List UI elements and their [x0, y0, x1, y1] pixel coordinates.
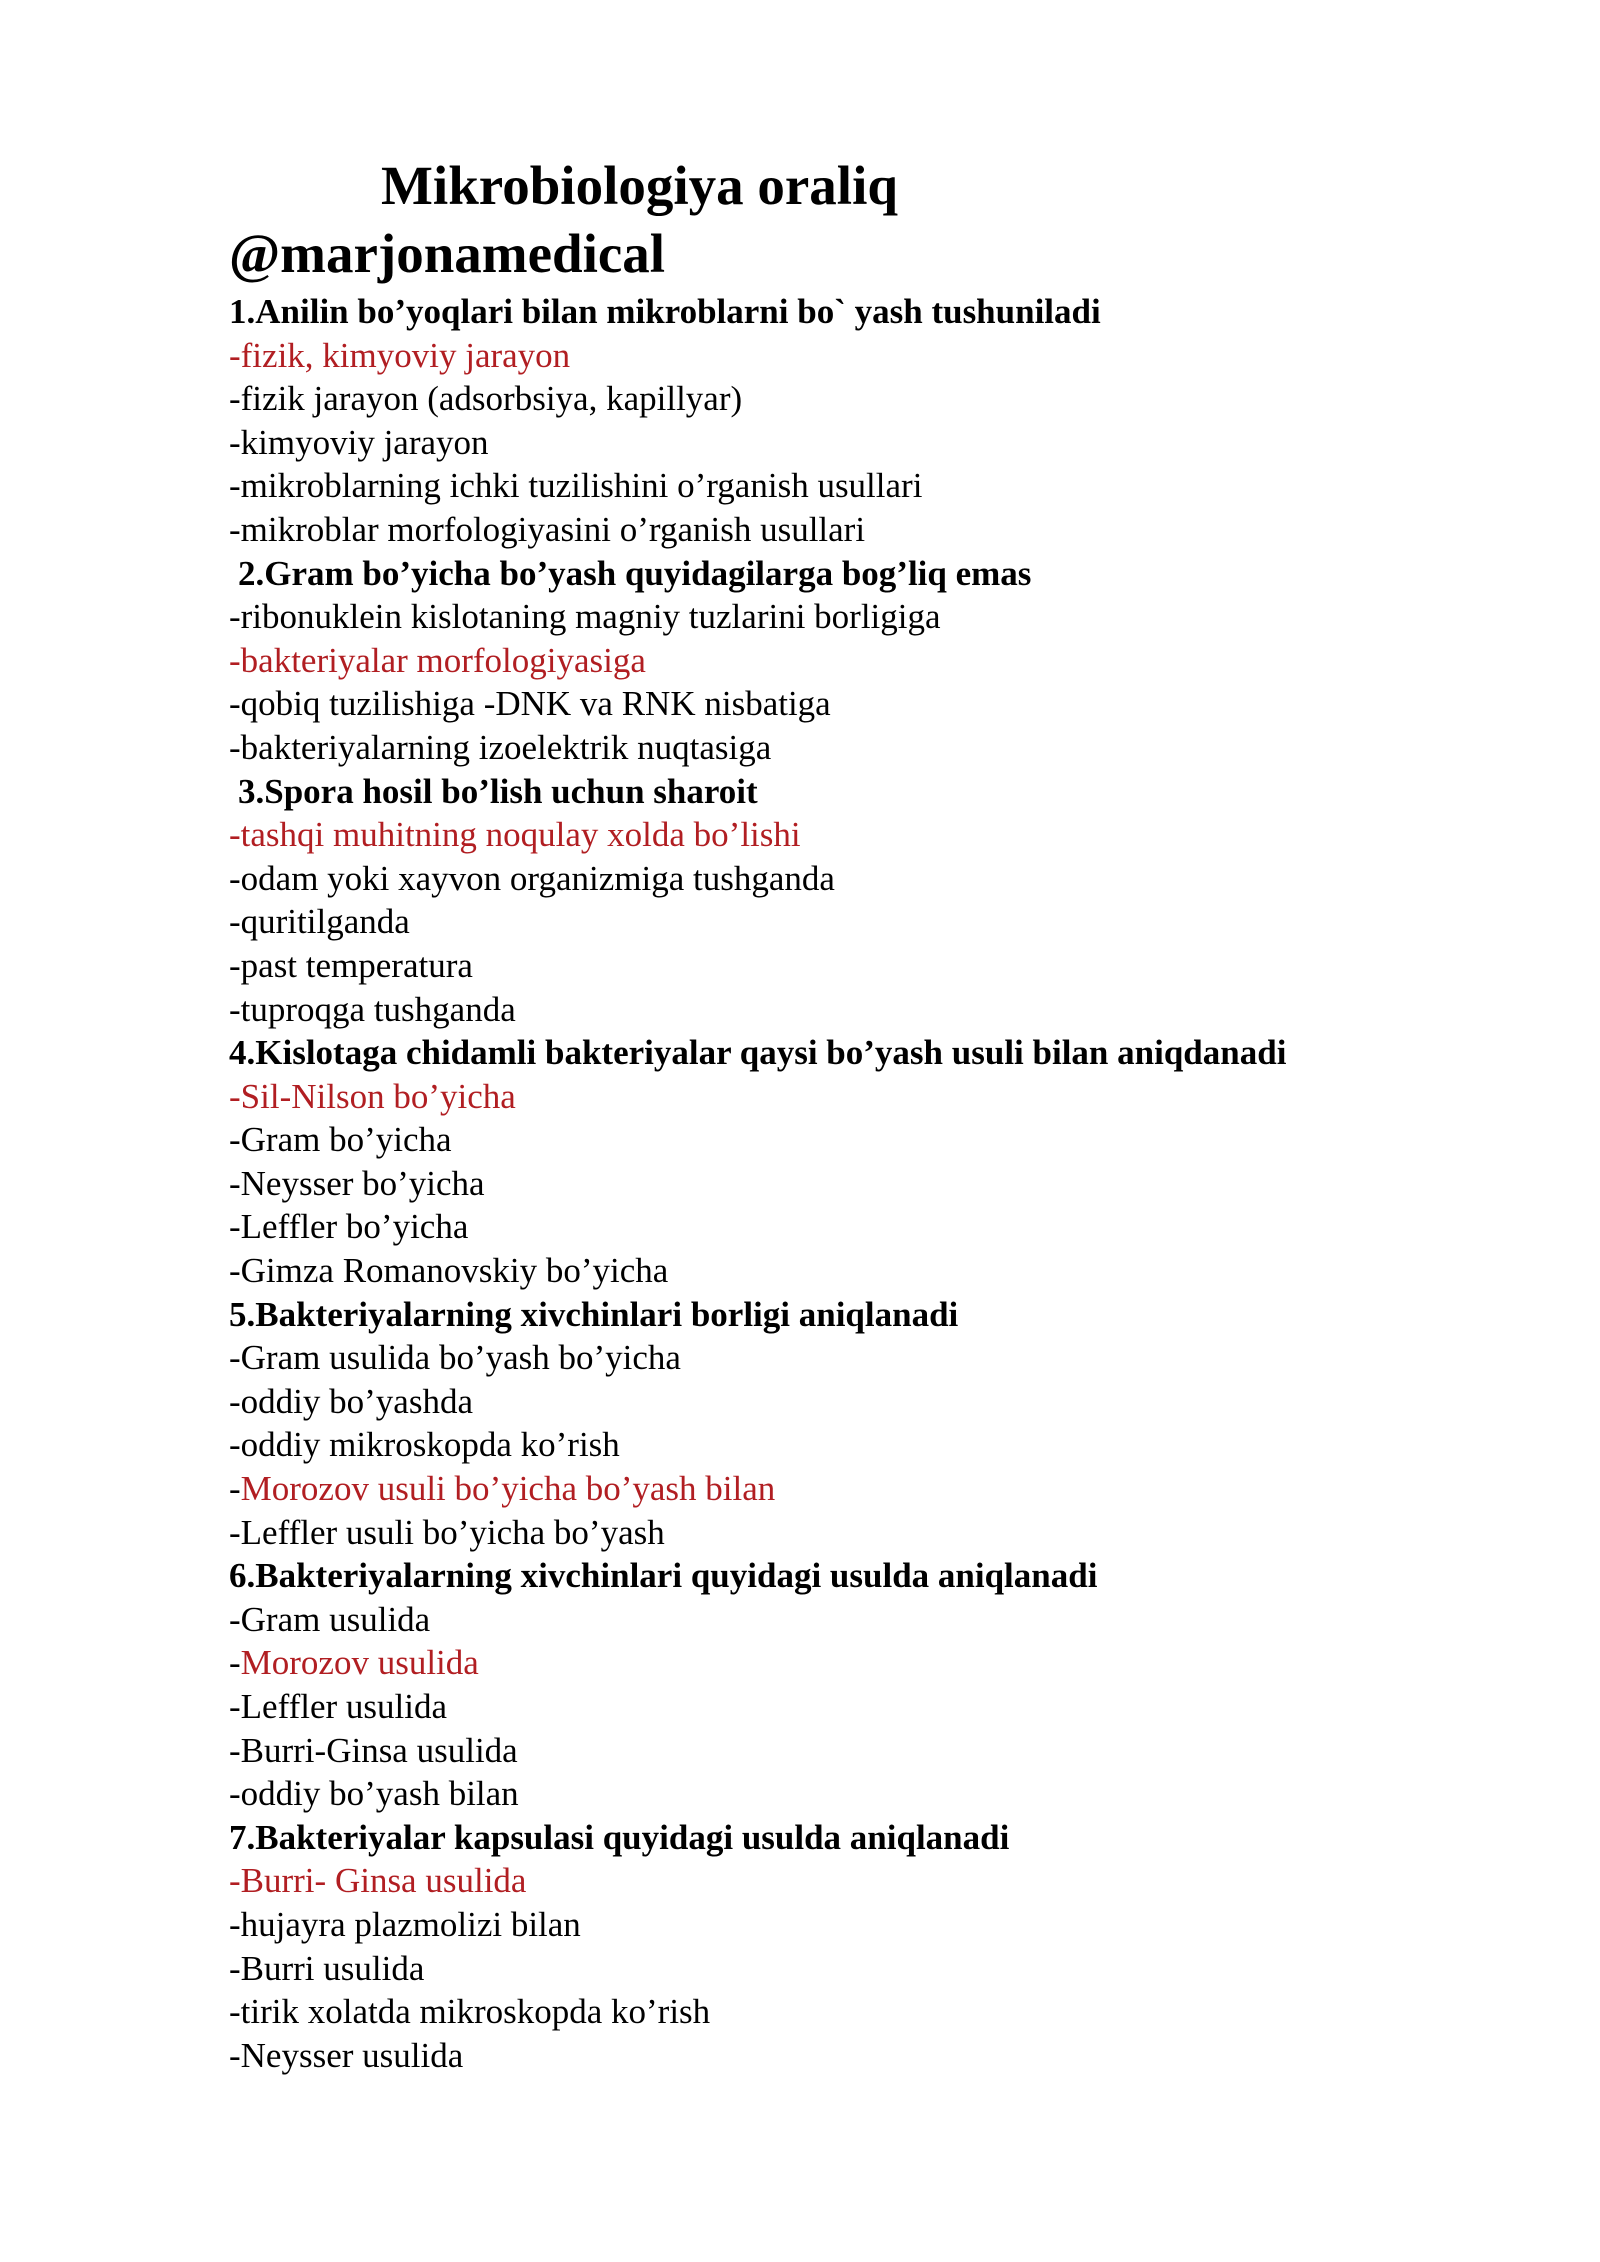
answer-option-correct: -tashqi muhitning noqulay xolda bo’lishi: [229, 815, 801, 855]
question-6: 6.Bakteriyalarning xivchinlari quyidagi usulda aniqlanadi: [229, 1556, 1098, 1596]
answer-option-correct: [229, 1641, 1529, 1685]
answer-option: -odam yoki xayvon organizmiga tushganda: [229, 858, 835, 898]
correct-answer-text: Morozov usuli bo’yicha bo’yash bilan: [240, 1469, 776, 1509]
answer-option: -qobiq tuzilishiga -DNK va RNK nisbatiga: [229, 684, 831, 724]
document-title: Mikrobiologiya oraliq: [381, 155, 898, 216]
answer-option: -Gram usulida: [229, 1599, 431, 1639]
option-dash: -: [229, 1469, 241, 1509]
answer-option: -oddiy mikroskopda ko’rish: [229, 1425, 620, 1465]
question-2: 2.Gram bo’yicha bo’yash quyidagilarga bog’liq emas: [238, 553, 1032, 593]
answer-option-correct: -bakteriyalar morfologiyasiga: [229, 640, 646, 680]
answer-option: -mikroblarning ichki tuzilishini o’rganish usullari: [229, 466, 923, 506]
answer-option: -mikroblar morfologiyasini o’rganish usullari: [229, 509, 866, 549]
answer-option-correct: -fizik, kimyoviy jarayon: [229, 335, 571, 375]
answer-option: -oddiy bo’yash bilan: [229, 1774, 519, 1814]
question-5: 5.Bakteriyalarning xivchinlari borligi aniqlanadi: [229, 1294, 959, 1334]
question-1: 1.Anilin bo’yoqlari bilan mikroblarni bo` yash tushuniladi: [229, 292, 1101, 331]
question-3: 3.Spora hosil bo’lish uchun sharoit: [238, 771, 758, 811]
answer-option: -hujayra plazmolizi bilan: [229, 1904, 581, 1944]
question-list: [229, 290, 1529, 2077]
answer-option: -Gram usulida bo’yash bo’yicha: [229, 1338, 681, 1378]
answer-option: -Gimza Romanovskiy bo’yicha: [229, 1251, 669, 1291]
answer-option: -Burri usulida: [229, 1948, 425, 1988]
option-dash: -: [229, 1643, 241, 1683]
answer-option: -past temperatura: [229, 945, 473, 985]
answer-option: -ribonuklein kislotaning magniy tuzlarini borligiga: [229, 597, 941, 637]
question-4: 4.Kislotaga chidamli bakteriyalar qaysi bo’yash usuli bilan aniqdanadi: [229, 1033, 1287, 1073]
answer-option: -Burri-Ginsa usulida: [229, 1730, 518, 1770]
answer-option: -bakteriyalarning izoelektrik nuqtasiga: [229, 727, 772, 767]
answer-option: -Neysser usulida: [229, 2035, 464, 2075]
answer-option-correct: [229, 1467, 1529, 1511]
correct-answer-text: Morozov usulida: [240, 1643, 479, 1683]
answer-option: -Gram bo’yicha: [229, 1120, 452, 1160]
answer-option: -tuproqga tushganda: [229, 989, 516, 1029]
answer-option: -Neysser bo’yicha: [229, 1163, 485, 1203]
answer-option: -kimyoviy jarayon: [229, 422, 489, 462]
answer-option: -fizik jarayon (adsorbsiya, kapillyar): [229, 379, 743, 419]
answer-option: -oddiy bo’yashda: [229, 1381, 473, 1421]
answer-option: -Leffler usuli bo’yicha bo’yash: [229, 1512, 665, 1552]
answer-option-correct: -Sil-Nilson bo’yicha: [229, 1076, 516, 1116]
answer-option-correct: -Burri- Ginsa usulida: [229, 1861, 527, 1901]
answer-option: -tirik xolatda mikroskopda ko’rish: [229, 1992, 711, 2032]
answer-option: -Leffler usulida: [229, 1687, 448, 1726]
author-handle: @marjonamedical: [229, 223, 666, 284]
answer-option: -Leffler bo’yicha: [229, 1207, 469, 1247]
answer-option: -quritilganda: [229, 902, 410, 942]
question-7: 7.Bakteriyalar kapsulasi quyidagi usulda aniqlanadi: [229, 1817, 1010, 1857]
